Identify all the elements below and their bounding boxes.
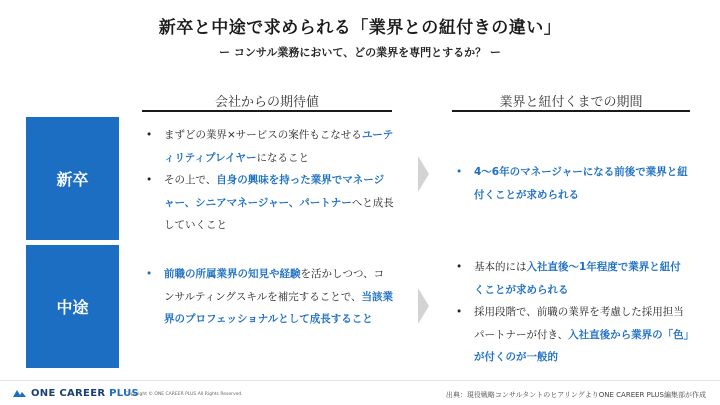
- new-grad-expectation-list: [142, 124, 394, 237]
- one-career-logo-icon: [12, 388, 27, 399]
- highlighted-text: 前職の所属業界の知見や経験: [164, 268, 301, 280]
- bullet-item: [452, 256, 690, 301]
- page-subtitle: ー コンサル業務において、どの業界を専門とするか？ ー: [219, 46, 501, 59]
- highlighted-text: ユーティリティプレイヤー: [164, 129, 394, 164]
- row-label-new-grad: 新卒: [26, 117, 119, 240]
- new-grad-period-list: [452, 161, 690, 206]
- highlighted-text: 4～6年のマネージャーになる前後で業界と紐付くことが求められる: [474, 166, 688, 201]
- body-text: 基本的には: [474, 261, 527, 273]
- chevron-right-arrow-icon: [418, 288, 429, 324]
- mid-career-period-list: [452, 256, 690, 369]
- body-text: を活かしつつ、コンサルティングスキルを補完することで、: [164, 268, 385, 303]
- logo-plus-text: PLUS: [109, 388, 139, 399]
- highlighted-text: 入社直後から業界の「色」が付くのが一般的: [474, 328, 689, 363]
- highlighted-text: 自身の興味を持った業界でマネージャー、シニアマネージャー、パートナー: [164, 174, 385, 209]
- column-header-underline-right: [452, 110, 690, 112]
- body-text: まずどの業界×サービスの案件もこなせる: [164, 129, 362, 141]
- logo-main-text: ONE CAREER: [31, 388, 106, 399]
- highlighted-text: 当該業界のプロフェッショナルとして成長すること: [164, 290, 394, 325]
- body-text: へと成長していくこと: [164, 196, 394, 231]
- bullet-item: [142, 124, 394, 169]
- column-header-underline-left: [142, 110, 392, 112]
- mid-career-expectation-list: [142, 263, 394, 331]
- footer-divider: [0, 380, 720, 381]
- column-header-expectation: 会社からの期待値: [214, 95, 319, 110]
- brand-logo: [12, 388, 139, 399]
- column-header-period: 業界と紐付くまでの期間: [499, 95, 643, 110]
- logo-wordmark: [31, 388, 139, 399]
- highlighted-text: 入社直後～1年程度で業界と紐付くことが求められる: [474, 261, 681, 296]
- row-label-mid-career: 中途: [26, 245, 119, 368]
- bullet-item: [452, 301, 690, 369]
- body-text: 採用段階で、前職の業界を考慮した採用担当パートナーが付き、: [474, 306, 684, 341]
- bullet-item: [142, 263, 394, 331]
- source-note: 出典：現役戦略コンサルタントのヒアリングよりONE CAREER PLUS編集部が作成: [445, 391, 706, 399]
- chevron-right-arrow-icon: [418, 156, 429, 192]
- body-text: その上で、: [164, 174, 217, 186]
- copyright-text: Copyright © ONE CAREER PLUS All Rights Reserved.: [125, 392, 243, 397]
- bullet-item: [452, 161, 690, 206]
- page-title: 新卒と中途で求められる「業界との紐付きの違い」: [158, 18, 562, 38]
- body-text: になること: [256, 151, 310, 164]
- bullet-item: [142, 169, 394, 237]
